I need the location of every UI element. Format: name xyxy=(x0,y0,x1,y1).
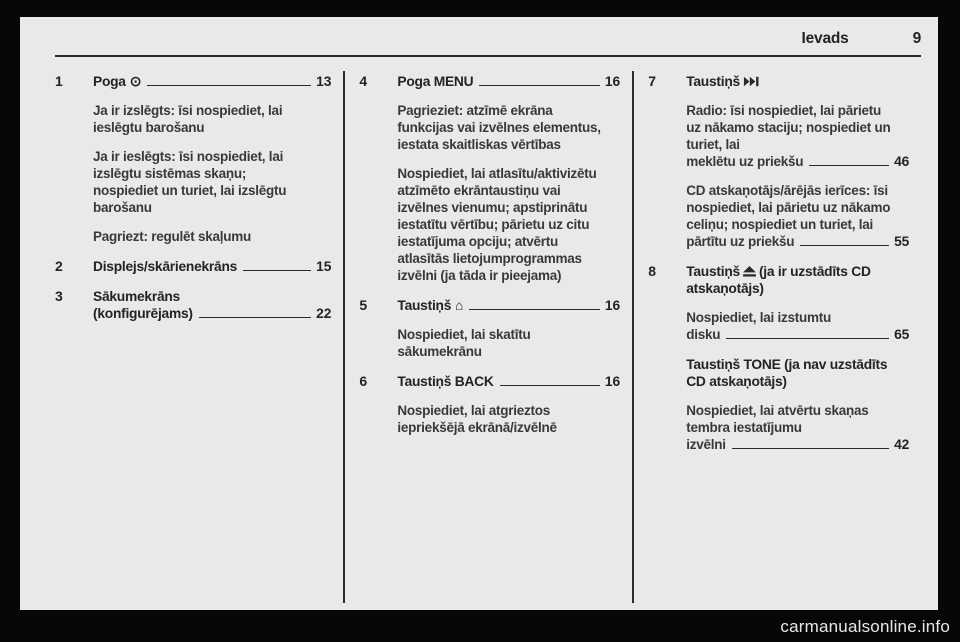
entry-title: Displejs/skārienekrāns xyxy=(93,259,238,274)
entry-number: 5 xyxy=(359,297,368,313)
leader-line xyxy=(469,309,600,310)
page-ref: 15 xyxy=(316,259,332,274)
toc-entry-6 xyxy=(359,373,620,436)
toc-entry-2 xyxy=(55,258,331,275)
entry-description: Nospiediet, lai atlasītu/aktivizētu atzīmēto ekrāntaustiņu vai izvēlnes vienumu; apstiprinātu iestatītu vērtību; pārietu uz citu iestatījuma opciju; atvērtu atlasītās lietojumprogrammas izvēlni (ja tāda ir pieejama) xyxy=(397,166,597,283)
entry-body xyxy=(686,102,909,250)
entry-number: 2 xyxy=(55,258,63,274)
eject-icon xyxy=(743,266,756,277)
page-ref: 65 xyxy=(894,327,910,342)
entry-number: 1 xyxy=(55,73,63,89)
home-icon: ⌂ xyxy=(455,298,464,313)
seek-forward-icon xyxy=(743,76,759,87)
entry-number: 7 xyxy=(648,73,656,89)
entry-body xyxy=(397,402,620,436)
entry-title: Taustiņš (ja ir uzstādīts CD atskaņotājs) xyxy=(686,264,871,296)
column-3 xyxy=(632,71,921,603)
page-header xyxy=(55,30,921,48)
page-ref: 46 xyxy=(894,154,910,169)
entry-subtitle: Taustiņš TONE (ja nav uzstādīts CD atskaņotājs) xyxy=(686,357,888,389)
page-ref: 13 xyxy=(316,74,332,89)
entry-head xyxy=(55,288,331,305)
leader-line xyxy=(732,448,889,449)
entry-body xyxy=(397,102,620,284)
entry-description: Nospiediet, lai atgrieztos iepriekšējā ekrānā/izvēlnē xyxy=(397,403,557,435)
entry-head xyxy=(648,263,909,297)
power-knob-icon: ⊙ xyxy=(129,74,142,89)
entry-number: 3 xyxy=(55,288,63,304)
entry-title: Taustiņš BACK xyxy=(397,374,494,389)
entry-head xyxy=(55,258,331,275)
toc-entry-7 xyxy=(648,73,909,250)
entry-title: Sākumekrāns xyxy=(93,289,180,304)
entry-head xyxy=(359,373,620,390)
page-ref: 22 xyxy=(316,306,332,321)
watermark-text: carmanualsonline.info xyxy=(780,617,950,636)
entry-number: 4 xyxy=(359,73,368,89)
entry-title: Poga MENU xyxy=(397,74,474,89)
entry-head xyxy=(55,73,331,90)
entry-head xyxy=(359,73,620,90)
toc-columns xyxy=(55,71,921,603)
entry-description: Ja ir izslēgts: īsi nospiediet, lai ieslēgtu barošanu xyxy=(93,103,283,135)
entry-title: Taustiņš xyxy=(397,298,452,313)
leader-line xyxy=(147,85,311,86)
entry-number: 6 xyxy=(359,373,368,389)
entry-description: Radio: īsi nospiediet, lai pārietu uz nākamo staciju; nospiediet un turiet, lai meklētu uz priekšu 46 xyxy=(686,103,910,169)
column-1 xyxy=(55,71,343,603)
entry-description: Ja ir ieslēgts: īsi nospiediet, lai izslēgtu sistēmas skaņu; nospiediet un turiet, lai izslēgtu barošanu xyxy=(93,149,287,215)
leader-line xyxy=(479,85,600,86)
chapter-title: Ievads xyxy=(801,30,849,47)
page-ref: 16 xyxy=(604,298,621,313)
column-2 xyxy=(343,71,632,603)
leader-line xyxy=(726,338,889,339)
entry-head xyxy=(359,297,620,314)
toc-entry-1 xyxy=(55,73,331,245)
toc-entry-3 xyxy=(55,288,331,322)
page-ref: 42 xyxy=(894,437,910,452)
header-rule xyxy=(55,55,921,57)
leader-line xyxy=(800,245,889,246)
entry-description: Nospiediet, lai atvērtu skaņas tembra iestatījumu izvēlni 42 xyxy=(686,403,910,452)
entry-body xyxy=(397,326,620,360)
page-number: 9 xyxy=(912,30,921,47)
leader-line xyxy=(809,165,889,166)
entry-title: Taustiņš xyxy=(686,74,740,89)
entry-description: CD atskaņotājs/ārējās ierīces: īsi nospiediet, lai pārietu uz nākamo celiņu; nospiediet un turiet, lai pārtītu uz priekšu 55 xyxy=(686,183,910,249)
entry-head xyxy=(648,73,909,90)
leader-line xyxy=(500,385,600,386)
entry-description: Nospiediet, lai skatītu sākumekrānu xyxy=(397,327,531,359)
entry-description: Pagrieziet: atzīmē ekrāna funkcijas vai izvēlnes elementus, iestata skaitliskas vērtības xyxy=(397,103,601,152)
leader-line xyxy=(243,270,311,271)
entry-number: 8 xyxy=(648,263,656,279)
page-ref: 55 xyxy=(894,234,910,249)
entry-body xyxy=(686,309,909,453)
toc-entry-8 xyxy=(648,263,909,453)
leader-line xyxy=(199,317,311,318)
toc-entry-5 xyxy=(359,297,620,360)
toc-entry-4 xyxy=(359,73,620,284)
entry-title-continued: (konfigurējams) 22 xyxy=(93,306,332,321)
entry-description: Pagriezt: regulēt skaļumu xyxy=(93,229,252,244)
entry-body xyxy=(93,102,331,245)
manual-page xyxy=(20,17,938,610)
page-ref: 16 xyxy=(604,74,621,89)
entry-title: Poga xyxy=(93,74,126,89)
page-ref: 16 xyxy=(604,374,621,389)
entry-description: Nospiediet, lai izstumtu disku 65 xyxy=(686,310,910,342)
